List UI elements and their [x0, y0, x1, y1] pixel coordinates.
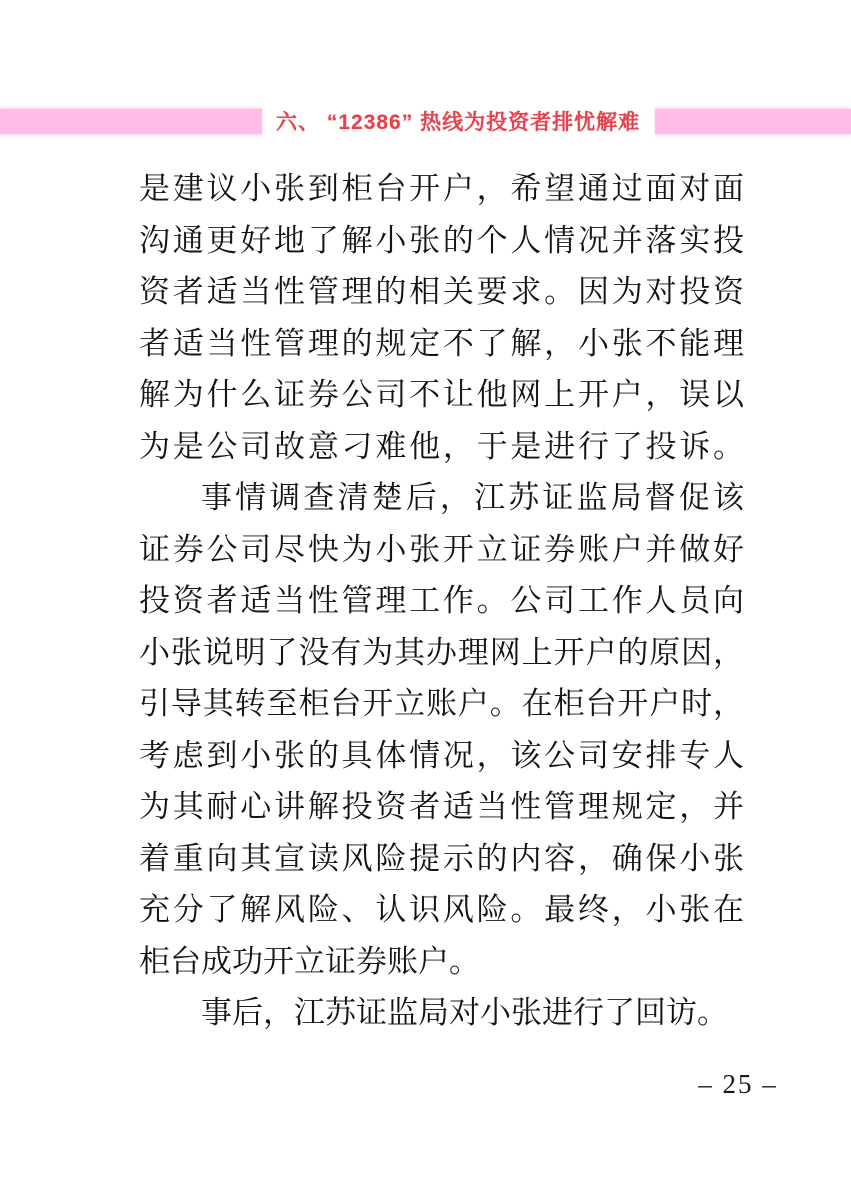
- text-line: 者适当性管理的规定不了解，小张不能理: [139, 325, 744, 361]
- text-line: 沟通更好地了解小张的个人情况并落实投: [139, 222, 744, 258]
- chapter-header: [0, 108, 851, 134]
- text-line: 柜台成功开立证券账户。: [139, 943, 480, 979]
- body-text: [139, 163, 744, 1039]
- text-line: 事情调查清楚后，江苏证监局督促该: [201, 480, 744, 515]
- text-line: 着重向其宣读风险提示的内容，确保小张: [139, 840, 744, 876]
- text-line: 为其耐心讲解投资者适当性管理规定，并: [139, 789, 744, 824]
- chapter-title: 六、 “12386” 热线为投资者排忧解难: [276, 111, 641, 134]
- text-line: 小张说明了没有为其办理网上开户的原因，: [139, 634, 744, 670]
- text-line: 解为什么证券公司不让他网上开户，误以: [139, 377, 744, 412]
- header-bar-right: [655, 109, 851, 134]
- header-bar-left: [0, 109, 262, 134]
- text-line: 事后，江苏证监局对小张进行了回访。: [201, 995, 728, 1030]
- text-line: 证券公司尽快为小张开立证券账户并做好: [139, 531, 744, 567]
- text-line: 为是公司故意刁难他，于是进行了投诉。: [139, 428, 744, 464]
- text-line: 投资者适当性管理工作。公司工作人员向: [139, 583, 744, 618]
- text-line: 资者适当性管理的相关要求。因为对投资: [139, 274, 744, 309]
- page-number: – 25 –: [698, 1069, 778, 1099]
- text-line: 是建议小张到柜台开户，希望通过面对面: [139, 171, 744, 206]
- text-line: 考虑到小张的具体情况，该公司安排专人: [139, 737, 744, 773]
- text-line: 充分了解风险、认识风险。最终，小张在: [139, 892, 744, 927]
- text-line: 引导其转至柜台开立账户。在柜台开户时，: [139, 686, 744, 721]
